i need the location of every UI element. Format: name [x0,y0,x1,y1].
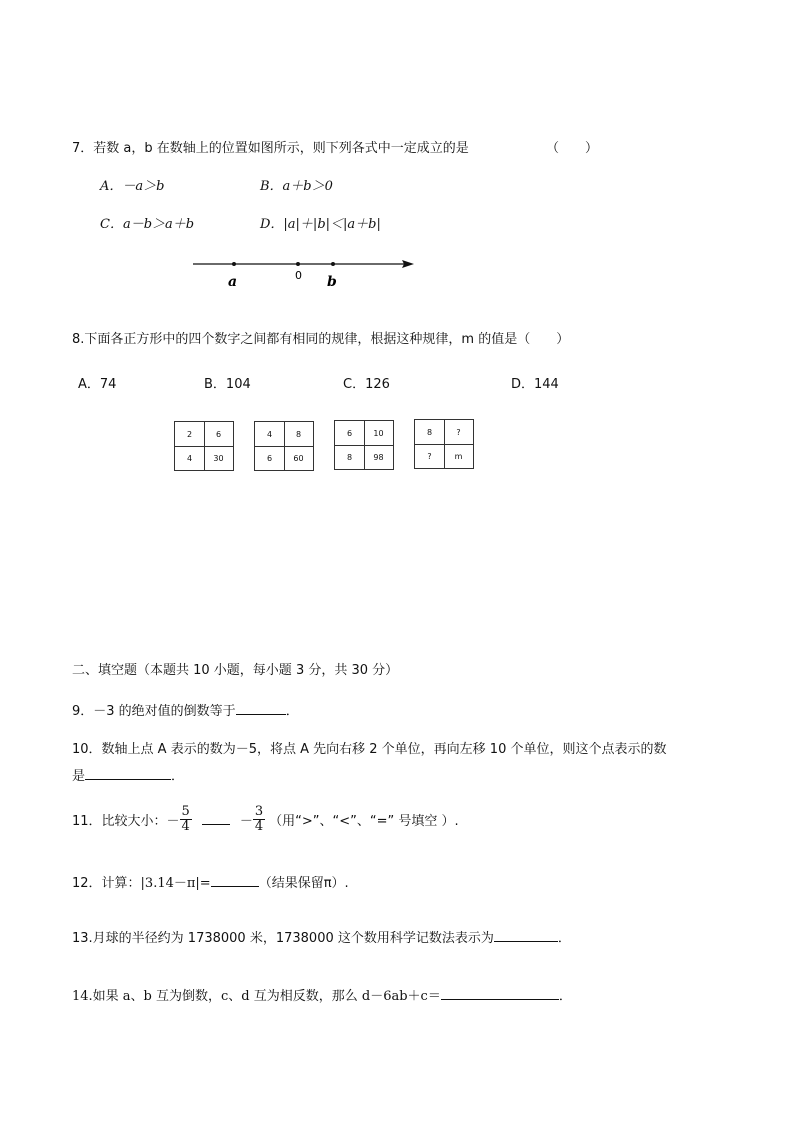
q11-blank [202,814,230,825]
q13 [72,927,571,946]
number-line-figure [190,252,420,292]
q14-end: ． [558,989,572,1004]
square-4 [414,419,474,469]
square-2-top-left: 4 [266,429,273,439]
q8-option-b: B．104 [204,377,251,392]
q8-option-d: D．144 [511,377,559,392]
q11-f1-num: 5 [181,804,190,819]
square-3-bottom-left: 8 [346,452,353,462]
q9-text: 9．－3 的绝对值的倒数等于 [72,704,236,719]
point-0 [296,262,300,266]
q10-line2-text: 是 [72,769,86,784]
q7-option-a: A．－a＞b [100,179,165,194]
square-1-top-right: 6 [215,429,222,439]
square-4-top-left: 8 [426,427,433,437]
q7-answer-paren: （ ） [546,141,599,156]
square-3-top-left: 6 [346,428,353,438]
square-3 [334,420,394,470]
q13-end: ． [557,931,571,946]
square-1-bottom-right: 30 [213,453,224,463]
q9-end: ． [285,704,299,719]
q8-option-c: C．126 [343,377,390,392]
square-4-bottom-left: ? [427,451,432,461]
q8-option-a: A．74 [78,377,117,392]
q11-minus: － [239,814,253,830]
q12-expression: |3.14－π|= [140,876,211,891]
square-3-bottom-right: 98 [373,452,384,462]
square-1 [174,421,234,471]
square-2-bottom-right: 60 [293,453,304,463]
q9 [72,700,299,719]
q7-stem: 7．若数 a，b 在数轴上的位置如图所示，则下列各式中一定成立的是 [72,141,469,156]
q9-blank [236,700,286,715]
q12-prefix: 12．计算： [72,876,141,891]
square-2-bottom-left: 6 [266,453,273,463]
q14 [72,985,572,1004]
q8-stem: 8.下面各正方形中的四个数字之间都有相同的规律，根据这种规律，m 的值是（ ） [72,332,570,347]
label-0: 0 [295,269,302,282]
q10-blank [85,765,171,780]
q7-option-b: B．a＋b＞0 [260,179,333,194]
q12 [72,872,349,891]
q12-blank [211,872,259,887]
q11-fraction-1 [180,805,192,835]
q13-text: 13.月球的半径约为 1738000 米，1738000 这个数用科学记数法表示为 [72,931,494,946]
q11-f2-num: 3 [254,804,264,819]
q11 [72,805,459,835]
square-4-bottom-right: m [454,451,463,461]
q11-suffix: （用“>”、“<”、“=” 号填空 ）. [269,814,459,830]
q10-end: ． [171,769,185,784]
square-1-top-left: 2 [186,429,193,439]
label-a: a [228,274,238,290]
square-1-bottom-left: 4 [186,453,193,463]
square-2-top-right: 8 [295,429,302,439]
q7-option-d: D．|a|＋|b|＜|a＋b| [260,217,381,232]
q13-blank [494,927,558,942]
q10-line1: 10．数轴上点 A 表示的数为－5，将点 A 先向右移 2 个单位，再向左移 10 个单位，则这个点表示的数 [72,742,667,757]
q11-f1-den: 4 [181,819,190,835]
section-title: 二、填空题（本题共 10 小题，每小题 3 分，共 30 分） [72,663,399,678]
q14-blank [441,985,559,1000]
q11-f2-den: 4 [254,819,264,835]
square-4-top-right: ? [456,427,461,437]
q7-option-c: C．a－b＞a＋b [100,217,195,232]
q11-prefix: 11．比较大小：－ [72,814,180,830]
q10-line2 [72,765,184,784]
point-a [232,262,236,266]
square-3-top-right: 10 [373,428,384,438]
square-2 [254,421,314,471]
label-b: b [327,274,337,290]
point-b [331,262,335,266]
q11-fraction-2 [253,805,265,835]
q14-text: 14.如果 a、b 互为倒数，c、d 互为相反数，那么 d－6ab＋c＝ [72,989,441,1004]
q12-suffix: （结果保留π）. [258,876,349,891]
